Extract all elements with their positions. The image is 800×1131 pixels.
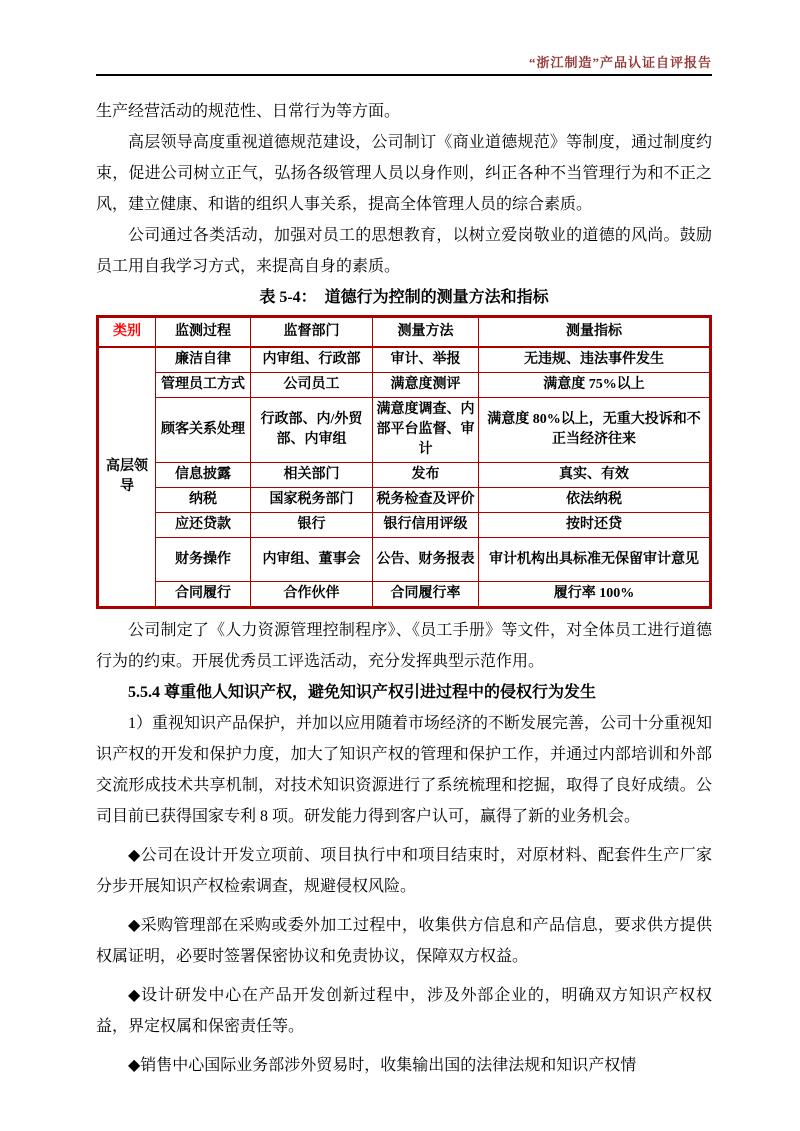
cell: 行政部、内/外贸部、内审组 bbox=[251, 398, 373, 463]
cell: 公告、财务报表 bbox=[373, 538, 479, 582]
paragraph-carryover: 生产经营活动的规范性、日常行为等方面。 bbox=[96, 103, 401, 120]
document-body bbox=[96, 96, 712, 1081]
table-row bbox=[98, 513, 711, 538]
header-rule bbox=[96, 74, 712, 76]
paragraph-hr-documents: 公司制定了《人力资源管理控制程序》、《员工手册》等文件，对全体员工进行道德行为的约束。开展优秀员工评选活动，充分发挥典型示范作用。 bbox=[96, 622, 712, 670]
ethics-measurement-table bbox=[96, 315, 712, 609]
cell: 履行率 100% bbox=[479, 582, 711, 608]
paragraph-bullet-design-development: ◆公司在设计开发立项前、项目执行中和项目结束时，对原材料、配套件生产厂家分步开展知识产权检索调查，规避侵权风险。 bbox=[96, 847, 712, 895]
table-row bbox=[98, 538, 711, 582]
cell: 相关部门 bbox=[251, 463, 373, 488]
cell: 审计机构出具标准无保留审计意见 bbox=[479, 538, 711, 582]
cell: 税务检查及评价 bbox=[373, 488, 479, 513]
cell: 合同履行率 bbox=[373, 582, 479, 608]
table-row bbox=[98, 463, 711, 488]
cell: 内审组、董事会 bbox=[251, 538, 373, 582]
row-group-label: 高层领导 bbox=[98, 347, 156, 608]
col-header-measure-method: 测量方法 bbox=[373, 317, 479, 348]
table-row bbox=[98, 398, 711, 463]
cell: 应还贷款 bbox=[156, 513, 251, 538]
cell: 财务操作 bbox=[156, 538, 251, 582]
cell: 满意度 80%以上，无重大投诉和不正当经济往来 bbox=[479, 398, 711, 463]
table-caption: 表 5-4： 道德行为控制的测量方法和指标 bbox=[259, 289, 549, 306]
cell: 公司员工 bbox=[251, 373, 373, 398]
col-header-supervising-dept: 监督部门 bbox=[251, 317, 373, 348]
cell: 发布 bbox=[373, 463, 479, 488]
table-row bbox=[98, 488, 711, 513]
cell: 国家税务部门 bbox=[251, 488, 373, 513]
cell: 管理员工方式 bbox=[156, 373, 251, 398]
cell: 合同履行 bbox=[156, 582, 251, 608]
paragraph-bullet-sales-international: ◆销售中心国际业务部涉外贸易时，收集输出国的法律法规和知识产权情 bbox=[128, 1057, 637, 1074]
cell: 满意度 75%以上 bbox=[479, 373, 711, 398]
cell: 依法纳税 bbox=[479, 488, 711, 513]
col-header-monitor-process: 监测过程 bbox=[156, 317, 251, 348]
section-heading-5-5-4: 5.5.4 尊重他人知识产权，避免知识产权引进过程中的侵权行为发生 bbox=[128, 684, 597, 701]
paragraph-ethics-building: 高层领导高度重视道德规范建设，公司制订《商业道德规范》等制度，通过制度约束，促进公司树立正气，弘扬各级管理人员以身作则，纠正各种不当管理行为和不正之风，建立健康、和谐的组织人事关系，提高全体管理人员的综合素质。 bbox=[96, 134, 712, 213]
col-header-category: 类别 bbox=[98, 317, 156, 348]
cell: 内审组、行政部 bbox=[251, 347, 373, 373]
cell: 无违规、违法事件发生 bbox=[479, 347, 711, 373]
table-row bbox=[98, 347, 711, 373]
cell: 银行 bbox=[251, 513, 373, 538]
cell: 按时还贷 bbox=[479, 513, 711, 538]
cell: 廉洁自律 bbox=[156, 347, 251, 373]
cell: 顾客关系处理 bbox=[156, 398, 251, 463]
cell: 合作伙伴 bbox=[251, 582, 373, 608]
report-header-title: “浙江制造”产品认证自评报告 bbox=[528, 55, 712, 70]
cell: 审计、举报 bbox=[373, 347, 479, 373]
cell: 真实、有效 bbox=[479, 463, 711, 488]
col-header-measure-indicator: 测量指标 bbox=[479, 317, 711, 348]
cell: 满意度测评 bbox=[373, 373, 479, 398]
cell: 信息披露 bbox=[156, 463, 251, 488]
cell: 纳税 bbox=[156, 488, 251, 513]
table-row bbox=[98, 373, 711, 398]
cell: 银行信用评级 bbox=[373, 513, 479, 538]
table-row bbox=[98, 582, 711, 608]
paragraph-bullet-rd-center: ◆设计研发中心在产品开发创新过程中，涉及外部企业的，明确双方知识产权权益，界定权属和保密责任等。 bbox=[96, 987, 712, 1035]
table-header-row bbox=[98, 317, 711, 348]
paragraph-employee-education: 公司通过各类活动，加强对员工的思想教育，以树立爱岗敬业的道德的风尚。鼓励员工用自我学习方式，来提高自身的素质。 bbox=[96, 227, 712, 275]
cell: 满意度调查、内部平台监督、审计 bbox=[373, 398, 479, 463]
paragraph-ip-protection: 1）重视知识产品保护，并加以应用随着市场经济的不断发展完善，公司十分重视知识产权的开发和保护力度，加大了知识产权的管理和保护工作，并通过内部培训和外部交流形成技术共享机制，对技术知识资源进行了系统梳理和挖掘，取得了良好成绩。公司目前已获得国家专利 8 项。研发能力得到客户认可，赢得了新的业务机会。 bbox=[96, 715, 713, 825]
paragraph-bullet-procurement: ◆采购管理部在采购或委外加工过程中，收集供方信息和产品信息，要求供方提供权属证明，必要时签署保密协议和免责协议，保障双方权益。 bbox=[96, 917, 712, 965]
